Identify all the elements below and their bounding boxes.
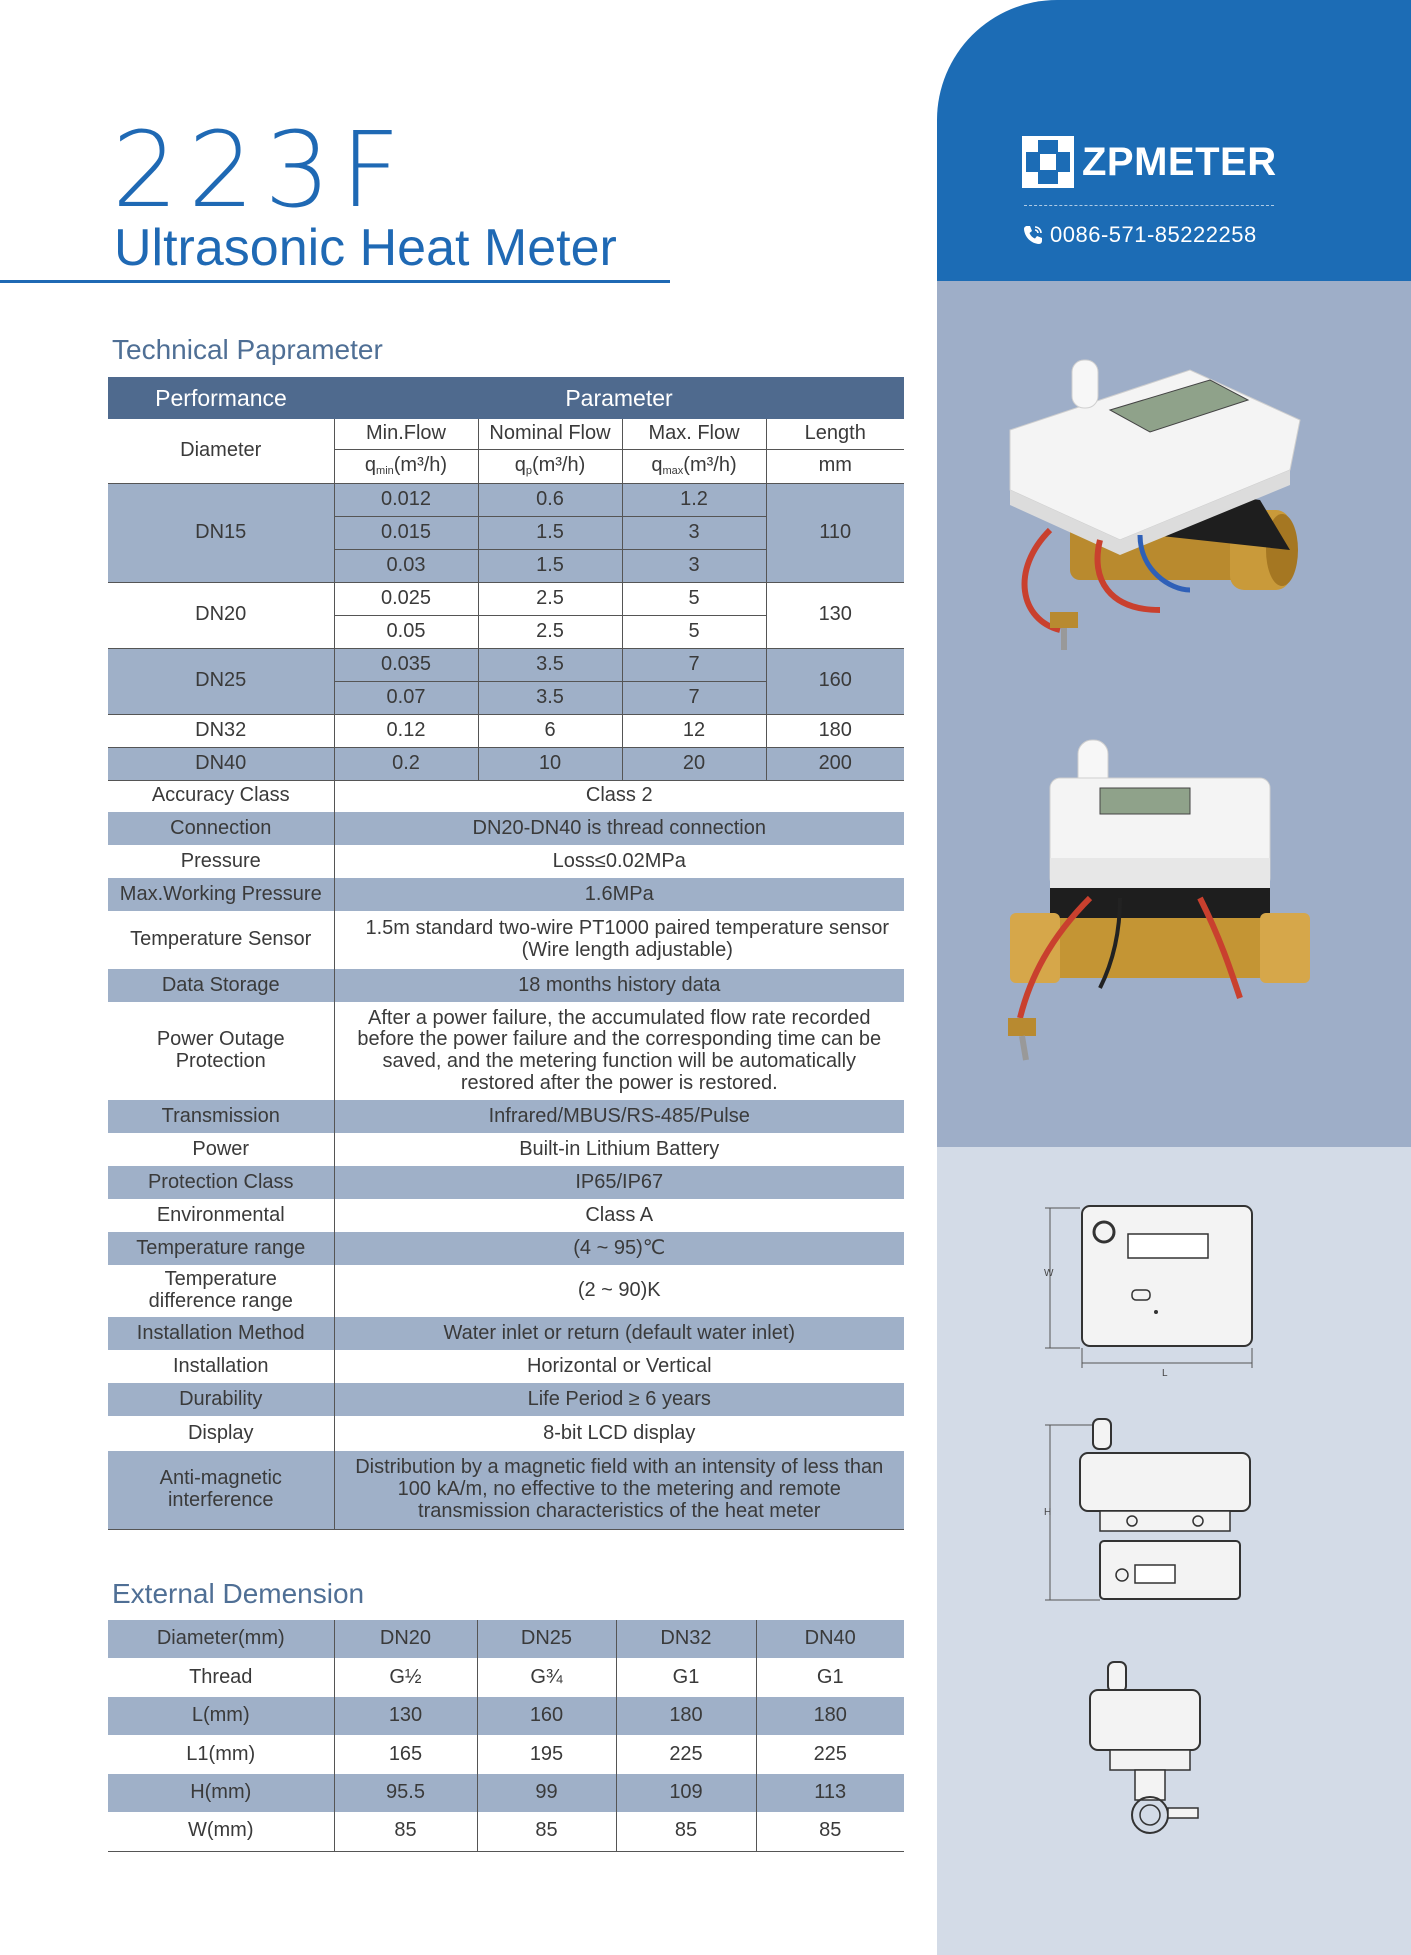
cell: 109 [616, 1774, 756, 1812]
spec-value: After a power failure, the accumulated flow rate recorded before the power failure and the corresponding time can be saved, and the metering function will be automatically restored after the power is restored. [334, 1002, 904, 1100]
spec-label: Connection [170, 816, 272, 839]
spec-label: Data Storage [161, 973, 280, 996]
brand-logo [1022, 136, 1277, 188]
cell: G½ [334, 1658, 477, 1697]
side-view-drawing [1040, 1415, 1280, 1605]
spec-label: Temperature range [136, 1236, 306, 1259]
product-name: Ultrasonic Heat Meter [114, 219, 617, 277]
cell: 1.5 [478, 549, 622, 582]
cell: 10 [478, 747, 622, 780]
spec-label: Environmental [156, 1203, 285, 1226]
spec-label: Durability [179, 1387, 263, 1410]
spec-row [108, 1100, 904, 1133]
table-header-row [108, 1620, 904, 1658]
cell: 200 [766, 747, 904, 780]
cell: 180 [766, 714, 904, 747]
cell: 5 [622, 582, 766, 615]
dimension-w-label: W [1044, 1268, 1054, 1279]
external-dimension-table [108, 1620, 904, 1852]
title-underline [0, 280, 670, 283]
cell: 85 [334, 1812, 477, 1851]
spec-label: Max.Working Pressure [119, 882, 322, 905]
spec-value: Class 2 [334, 780, 904, 812]
spec-row [108, 845, 904, 878]
cell: 225 [756, 1735, 904, 1774]
diameter-label: Diameter [180, 438, 262, 461]
table-row [108, 648, 904, 681]
zpmeter-logo-icon [1022, 136, 1074, 188]
external-section-title: External Demension [112, 1578, 365, 1609]
cell: 0.035 [334, 648, 478, 681]
cell: 3.5 [478, 681, 622, 714]
col-nominal-flow: Nominal Flow [478, 419, 622, 449]
spec-row [108, 1002, 904, 1100]
spec-label: Installation [172, 1354, 269, 1377]
table-row [108, 1697, 904, 1735]
cell: 85 [756, 1812, 904, 1851]
brand-divider [1024, 205, 1274, 206]
cell: 195 [477, 1735, 616, 1774]
heat-meter-photo-angled [990, 350, 1320, 660]
cell: G1 [756, 1658, 904, 1697]
table-row [108, 747, 904, 780]
dn40-label: DN40 [108, 747, 334, 780]
cell: 180 [756, 1697, 904, 1735]
spec-value: Built-in Lithium Battery [334, 1133, 904, 1166]
table-row [108, 714, 904, 747]
cell: 0.05 [334, 615, 478, 648]
dimension-l-label: L [1162, 1368, 1168, 1378]
spec-value: DN20-DN40 is thread connection [334, 812, 904, 845]
col-max-flow: Max. Flow [622, 419, 766, 449]
spec-label: Protection Class [147, 1170, 294, 1193]
cell: 0.2 [334, 747, 478, 780]
technical-section-title: Technical Paprameter [112, 334, 383, 365]
spec-value: (2 ~ 90)K [334, 1265, 904, 1317]
brand-name: ZPMETER [1082, 139, 1277, 184]
column-header: DN20 [334, 1620, 477, 1658]
spec-value: 1.5m standard two-wire PT1000 paired temperature sensor (Wire length adjustable) [334, 911, 904, 969]
spec-label: Transmission [161, 1104, 280, 1127]
row-label: H(mm) [190, 1781, 252, 1804]
spec-row [108, 1350, 904, 1383]
spec-label: Power Outage Protection [156, 1028, 285, 1072]
spec-value: Horizontal or Vertical [334, 1350, 904, 1383]
column-header: DN32 [616, 1620, 756, 1658]
cell: 20 [622, 747, 766, 780]
dn15-label: DN15 [108, 483, 334, 582]
cell: 180 [616, 1697, 756, 1735]
spec-label: Installation Method [136, 1321, 305, 1344]
spec-row [108, 780, 904, 812]
spec-value: Infrared/MBUS/RS-485/Pulse [334, 1100, 904, 1133]
cell: 0.012 [334, 483, 478, 516]
technical-parameter-table [108, 377, 904, 1530]
table-row [108, 1735, 904, 1774]
front-view-drawing [1040, 1198, 1280, 1378]
column-header: DN25 [477, 1620, 616, 1658]
cell: 160 [477, 1697, 616, 1735]
end-view-drawing [1080, 1660, 1240, 1840]
row-label: L1(mm) [186, 1742, 256, 1765]
spec-label: Accuracy Class [151, 784, 290, 807]
spec-row [108, 1265, 904, 1317]
spec-value: 1.6MPa [334, 878, 904, 911]
spec-value: 8-bit LCD display [334, 1416, 904, 1451]
spec-label: Display [187, 1421, 254, 1444]
unit-max-flow: $q_{max}(m^3/h)$ [622, 449, 766, 483]
cell: 0.03 [334, 549, 478, 582]
spec-value: Loss≤0.02MPa [334, 845, 904, 878]
cell: 165 [334, 1735, 477, 1774]
row-label: L(mm) [191, 1704, 250, 1727]
cell: 0.07 [334, 681, 478, 714]
spec-value: Distribution by a magnetic field with an intensity of less than 100 kA/m, no effective to the metering and remote transmission characteristics of the heat meter [334, 1451, 904, 1529]
cell: 0.6 [478, 483, 622, 516]
table-row [108, 1658, 904, 1697]
spec-row [108, 1451, 904, 1529]
table-row [108, 582, 904, 615]
spec-row [108, 1232, 904, 1265]
spec-row [108, 911, 904, 969]
cell: 6 [478, 714, 622, 747]
cell: G1 [616, 1658, 756, 1697]
dn25-length: 160 [766, 648, 904, 714]
spec-row [108, 878, 904, 911]
cell: 113 [756, 1774, 904, 1812]
column-header: DN40 [756, 1620, 904, 1658]
cell: 1.2 [622, 483, 766, 516]
cell: 225 [616, 1735, 756, 1774]
col-length: Length [766, 419, 904, 449]
spec-row [108, 812, 904, 845]
cell: 1.5 [478, 516, 622, 549]
cell: G¾ [477, 1658, 616, 1697]
spec-row [108, 1317, 904, 1350]
dn32-label: DN32 [195, 718, 247, 741]
spec-value: 18 months history data [334, 969, 904, 1002]
cell: 7 [622, 648, 766, 681]
phone-icon [1022, 224, 1044, 246]
spec-row [108, 1199, 904, 1232]
cell: 3 [622, 549, 766, 582]
phone-line [1022, 222, 1257, 248]
cell: 12 [622, 714, 766, 747]
dn20-label: DN20 [195, 603, 247, 626]
spec-row [108, 1166, 904, 1199]
cell: 3 [622, 516, 766, 549]
column-header: Diameter(mm) [156, 1627, 285, 1650]
cell: 2.5 [478, 615, 622, 648]
unit-length: mm [766, 449, 904, 483]
spec-value: Class A [334, 1199, 904, 1232]
spec-label: Temperature difference range [148, 1268, 293, 1312]
cell: 2.5 [478, 582, 622, 615]
spec-label: Power [192, 1137, 250, 1160]
dn20-length: 130 [766, 582, 904, 648]
spec-value: IP65/IP67 [334, 1166, 904, 1199]
cell: 7 [622, 681, 766, 714]
cell: 99 [477, 1774, 616, 1812]
spec-label: Pressure [180, 849, 261, 872]
table-row [108, 1812, 904, 1851]
spec-row [108, 969, 904, 1002]
dn25-label: DN25 [108, 648, 334, 714]
spec-label: Temperature Sensor [130, 928, 312, 951]
row-label: W(mm) [108, 1812, 334, 1851]
heat-meter-photo-front [990, 738, 1320, 1068]
spec-label: Anti-magnetic interference [108, 1451, 334, 1529]
table-row [108, 483, 904, 516]
spec-row [108, 1383, 904, 1416]
header-performance: Performance [108, 377, 334, 419]
model-number: 223F [112, 109, 411, 231]
cell: 0.025 [334, 582, 478, 615]
col-min-flow: Min.Flow [334, 419, 478, 449]
cell: 85 [616, 1812, 756, 1851]
spec-row [108, 1133, 904, 1166]
cell: 0.12 [334, 714, 478, 747]
unit-nominal-flow: $q_p(m^3/h)$ [478, 449, 622, 483]
spec-value: (4 ~ 95)℃ [334, 1232, 904, 1265]
phone-number: 0086-571-85222258 [1050, 222, 1257, 247]
dn15-length: 110 [766, 483, 904, 582]
spec-value: Life Period ≥ 6 years [334, 1383, 904, 1416]
dimension-h-label: H [1044, 1507, 1052, 1518]
row-label: Thread [189, 1665, 253, 1688]
header-parameter: Parameter [334, 377, 904, 419]
cell: 0.015 [334, 516, 478, 549]
unit-min-flow: $q_{min}(m^3/h)$ [334, 449, 478, 483]
cell: 3.5 [478, 648, 622, 681]
cell: 95.5 [334, 1774, 477, 1812]
cell: 5 [622, 615, 766, 648]
spec-value: Water inlet or return (default water inlet) [334, 1317, 904, 1350]
table-row [108, 1774, 904, 1812]
cell: 130 [334, 1697, 477, 1735]
cell: 85 [477, 1812, 616, 1851]
spec-row [108, 1416, 904, 1451]
